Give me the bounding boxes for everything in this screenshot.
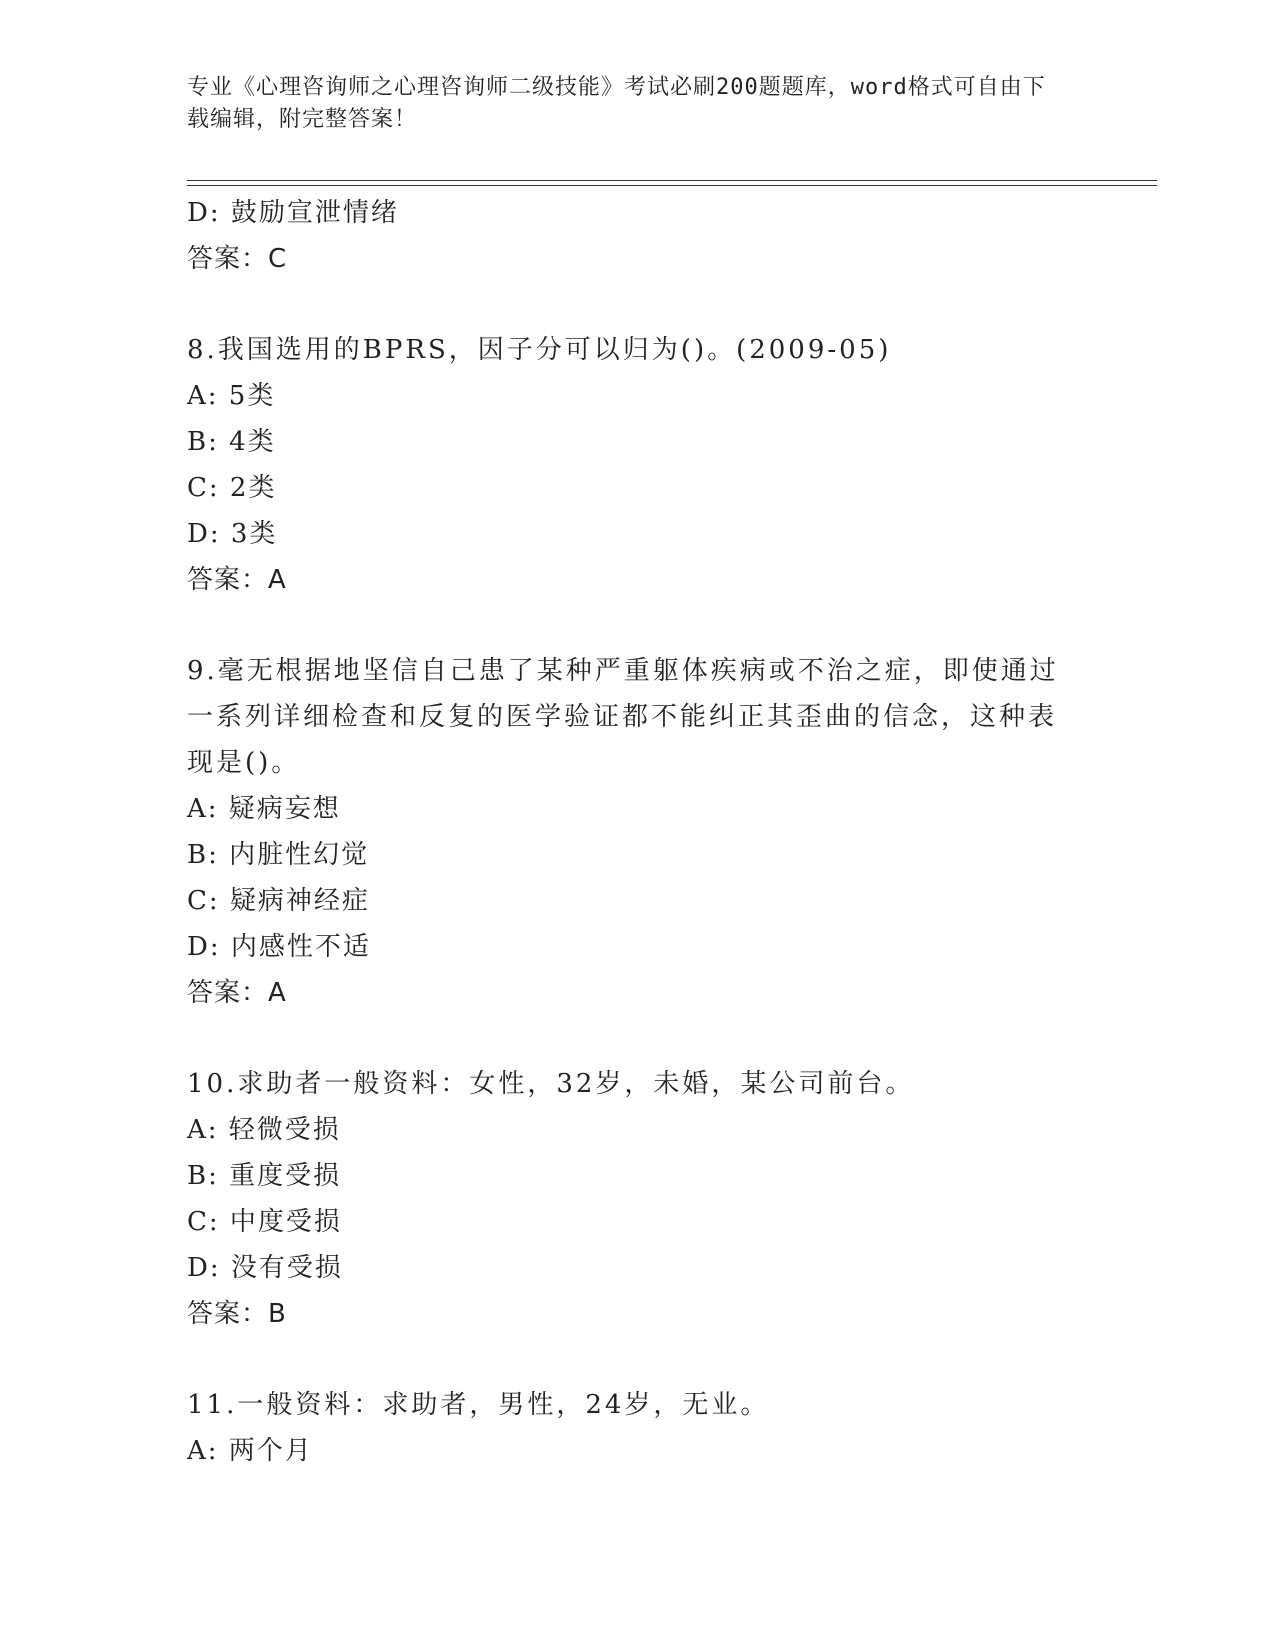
option-a: A: 两个月 — [187, 1436, 313, 1466]
option-c: C: 疑病神经症 — [187, 886, 370, 916]
question-text: 9.毫无根据地坚信自己患了某种严重躯体疾病或不治之症，即使通过一系列详细检查和反复的医学验证都不能纠正其歪曲的信念，这种表现是()。 — [187, 656, 1059, 778]
option-a: A: 5类 — [187, 381, 276, 411]
option-d: D: 没有受损 — [187, 1253, 343, 1283]
option-b: B: 内脏性幻觉 — [187, 840, 370, 870]
prev-answer: 答案：C — [187, 244, 288, 274]
header-divider-bottom — [187, 185, 1157, 186]
option-d: D: 3类 — [187, 519, 278, 549]
option-a: A: 轻微受损 — [187, 1115, 341, 1145]
question-9 — [187, 648, 1067, 1016]
question-text: 10.求助者一般资料：女性，32岁，未婚，某公司前台。 — [187, 1069, 915, 1099]
header-divider-top — [187, 180, 1157, 181]
question-10 — [187, 1061, 1067, 1337]
answer: 答案：B — [187, 1299, 287, 1329]
question-text: 8.我国选用的BPRS，因子分可以归为()。(2009-05) — [187, 335, 892, 365]
document-header: 专业《心理咨询师之心理咨询师二级技能》考试必刷200题题库，word格式可自由下载编辑，附完整答案！ — [187, 75, 1046, 132]
option-b: B: 重度受损 — [187, 1161, 342, 1191]
question-text: 11.一般资料：求助者，男性，24岁，无业。 — [187, 1390, 770, 1420]
option-c: C: 2类 — [187, 473, 277, 503]
question-8 — [187, 327, 1067, 603]
option-b: B: 4类 — [187, 427, 276, 457]
option-c: C: 中度受损 — [187, 1207, 342, 1237]
question-list — [187, 190, 1067, 1474]
prev-option-d: D: 鼓励宣泄情绪 — [187, 198, 399, 228]
question-11 — [187, 1382, 1067, 1474]
answer: 答案：A — [187, 978, 287, 1008]
option-d: D: 内感性不适 — [187, 932, 371, 962]
answer: 答案：A — [187, 565, 287, 595]
option-a: A: 疑病妄想 — [187, 794, 341, 824]
